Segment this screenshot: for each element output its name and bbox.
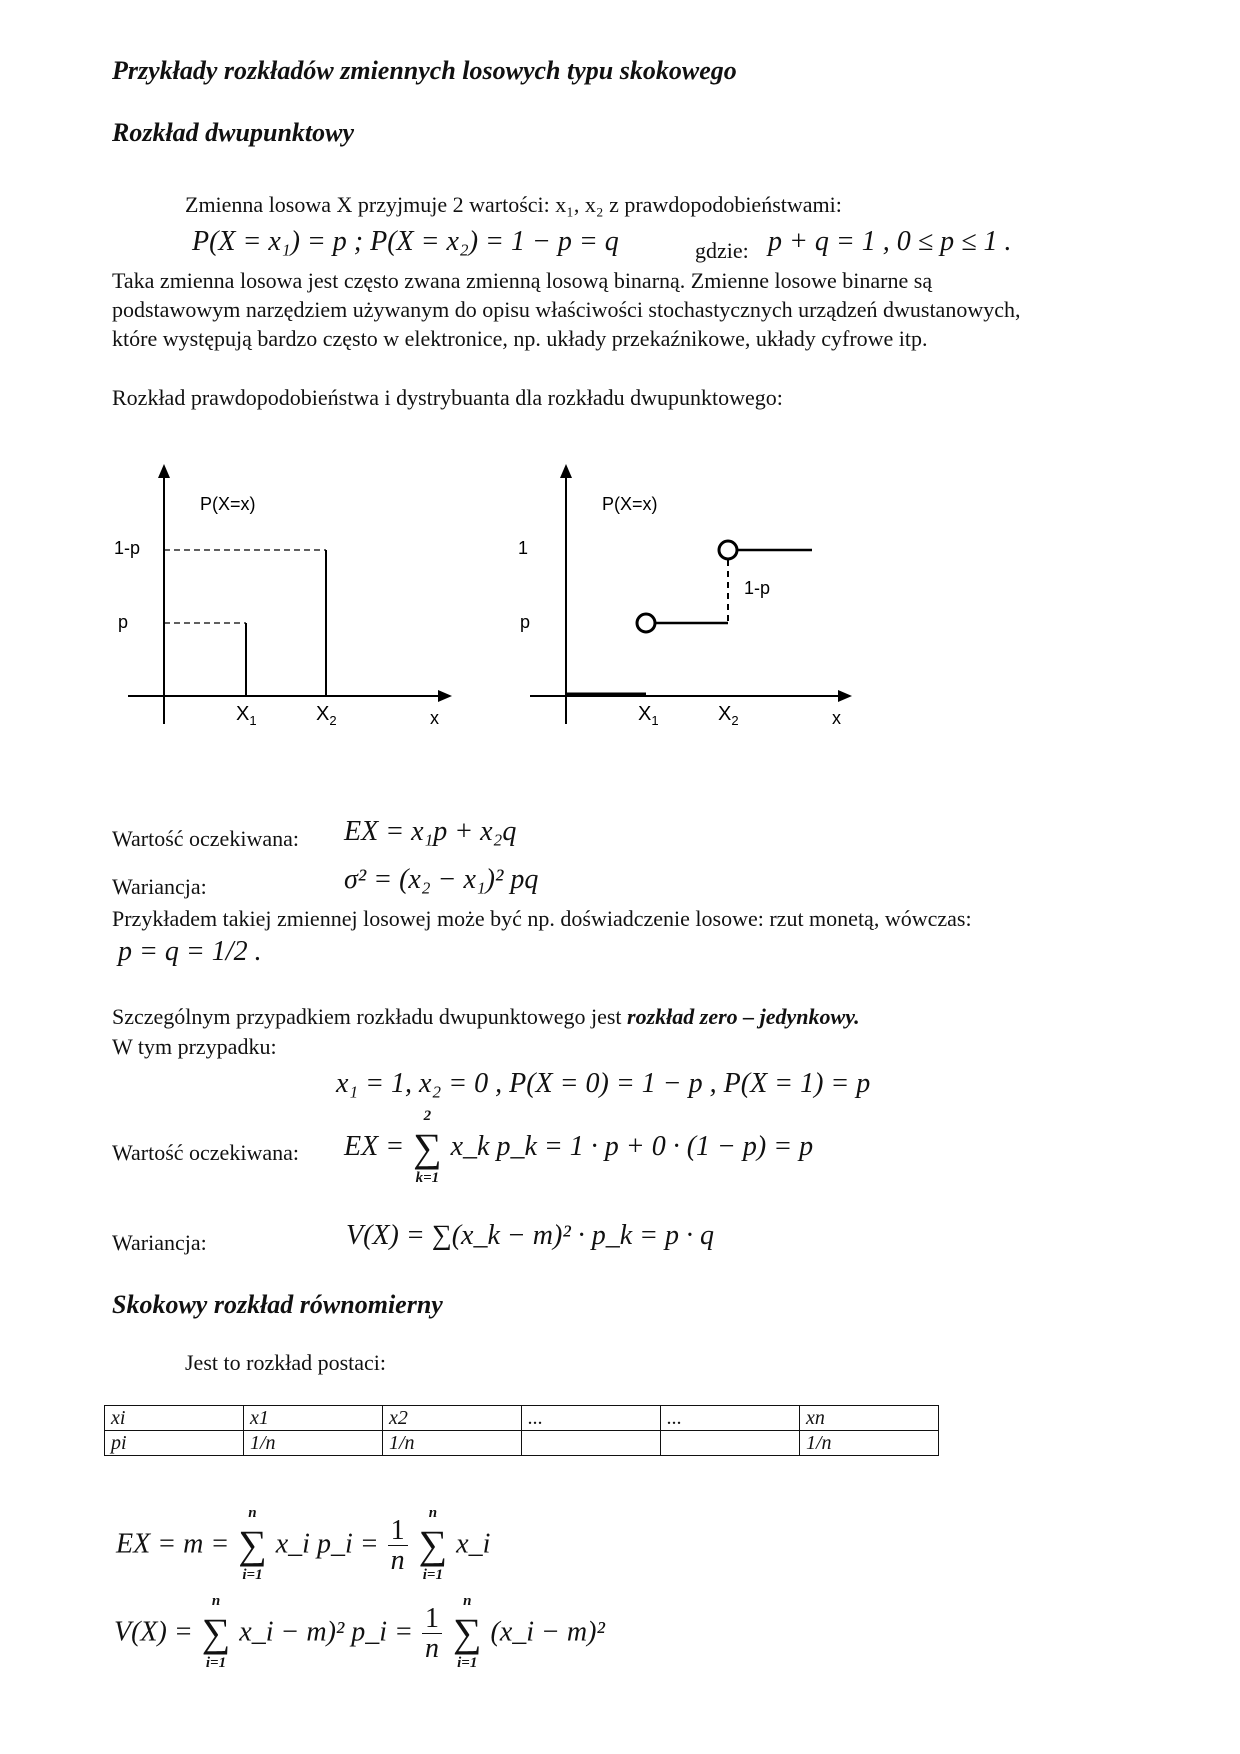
jest-to-text: Jest to rozkład postaci:	[185, 1350, 387, 1375]
section-title-uniform: Skokowy rozkład równomierny	[112, 1290, 443, 1319]
probability-chart	[114, 464, 452, 728]
distribution-table	[104, 1405, 939, 1456]
left-ytick-p: p	[118, 612, 129, 632]
section-title-two-point: Rozkład dwupunktowy	[112, 118, 355, 147]
intro-text: Zmienna losowa X przyjmuje 2 wartości: x₁, x₂ z prawdopodobieństwami:	[185, 192, 842, 217]
table-cell: xn	[800, 1406, 939, 1431]
right-xlabel: x	[832, 708, 841, 728]
table-cell	[522, 1431, 661, 1456]
table-row	[105, 1431, 939, 1456]
right-ytick-p: p	[520, 612, 531, 632]
final1-rhs: x_i	[456, 1528, 491, 1560]
sum-symbol: ∑ n i=1	[452, 1593, 482, 1672]
variance-formula: σ² = (x₂ − x₁)² pq	[344, 864, 539, 895]
table-cell: xi	[105, 1406, 244, 1431]
sum-symbol: ∑ n i=1	[238, 1505, 267, 1584]
right-y-axis-arrow	[560, 464, 572, 478]
expected-label: Wartość oczekiwana:	[112, 826, 299, 851]
sum-symbol: ∑ n i=1	[201, 1593, 231, 1672]
right-ylabel: P(X=x)	[602, 494, 658, 514]
left-ytick-1-p: 1-p	[114, 538, 141, 558]
distribution-charts	[0, 0, 1240, 760]
right-ytick-1: 1	[518, 538, 529, 558]
variance2-label: Wariancja:	[112, 1230, 207, 1255]
table-row	[105, 1406, 939, 1431]
special-case-bold: rozkład zero – jedynkowy.	[627, 1004, 860, 1029]
w-tym-text: W tym przypadku:	[112, 1034, 277, 1059]
right-x-axis-arrow	[838, 690, 852, 702]
gdzie-label: gdzie:	[695, 238, 749, 263]
sum-symbol: ∑ n i=1	[418, 1505, 448, 1584]
expected2-rhs: x_k p_k = 1 · p + 0 · (1 − p) = p	[450, 1131, 814, 1162]
paragraph-line-3: które występują bardzo często w elektronice, np. układy przekaźnikowe, układy cyfrowe itp.	[112, 326, 928, 351]
left-x-axis-arrow	[438, 690, 452, 702]
final1-mid: x_i p_i =	[275, 1528, 379, 1560]
final2-lhs: V(X) =	[114, 1616, 193, 1648]
expected2-lhs: EX =	[344, 1131, 405, 1162]
sum-symbol: ∑ 2 k=1	[413, 1108, 442, 1186]
table-cell: ...	[661, 1406, 800, 1431]
example-text: Przykładem takiej zmiennej losowej może być np. doświadczenie losowe: rzut monetą, wówczas:	[112, 906, 972, 931]
expected2-label: Wartość oczekiwana:	[112, 1140, 299, 1165]
final2-rhs: (x_i − m)²	[490, 1616, 605, 1648]
variance2-formula: V(X) = ∑(x_k − m)² · p_k = p · q	[346, 1220, 715, 1251]
cdf-point-x2	[719, 541, 737, 559]
zero-one-formula: x₁ = 1, x₂ = 0 , P(X = 0) = 1 − p , P(X = 1) = p	[336, 1068, 871, 1099]
table-cell: 1/n	[383, 1431, 522, 1456]
uniform-expected-formula	[116, 1505, 491, 1584]
expected-formula: EX = x₁p + x₂q	[344, 816, 517, 847]
fraction: $\frac{1}{n}$	[388, 1516, 408, 1576]
final1-lhs: EX = m =	[116, 1528, 230, 1560]
page-title: Przykłady rozkładów zmiennych losowych typu skokowego	[112, 56, 737, 85]
formula-constraint: p + q = 1 , 0 ≤ p ≤ 1 .	[768, 226, 1012, 257]
special-case-lead: Szczególnym przypadkiem rozkładu dwupunktowego jest	[112, 1004, 622, 1029]
fraction: $\frac{1}{n}$	[422, 1604, 442, 1664]
left-ylabel: P(X=x)	[200, 494, 256, 514]
special-case-text	[112, 1004, 860, 1030]
example-formula: p = q = 1/2 .	[118, 936, 262, 967]
formula-probabilities: P(X = x₁) = p ; P(X = x₂) = 1 − p = q	[192, 226, 619, 257]
right-xtick-x2: $X_2$	[718, 703, 739, 728]
paragraph-line-1: Taka zmienna losowa jest często zwana zmienną losową binarną. Zmienne losowe binarne są	[112, 268, 933, 293]
cdf-chart	[518, 464, 852, 728]
table-cell: x1	[244, 1406, 383, 1431]
left-y-axis-arrow	[158, 464, 170, 478]
table-cell: ...	[522, 1406, 661, 1431]
right-jump-label: 1-p	[744, 578, 771, 598]
uniform-variance-formula	[114, 1593, 605, 1672]
left-xtick-x2: $X_2$	[316, 703, 337, 728]
chart-intro-text: Rozkład prawdopodobieństwa i dystrybuanta dla rozkładu dwupunktowego:	[112, 385, 783, 410]
cdf-point-x1	[637, 614, 655, 632]
table-cell: 1/n	[244, 1431, 383, 1456]
left-xlabel: x	[430, 708, 439, 728]
variance-label: Wariancja:	[112, 874, 207, 899]
right-xtick-x1: $X_1$	[638, 703, 659, 728]
table-cell: pi	[105, 1431, 244, 1456]
table-cell	[661, 1431, 800, 1456]
final2-mid: x_i − m)² p_i =	[239, 1616, 413, 1648]
table-cell: 1/n	[800, 1431, 939, 1456]
left-xtick-x1: $X_1$	[236, 703, 257, 728]
paragraph-line-2: podstawowym narzędziem używanym do opisu właściwości stochastycznych urządzeń dwustanowych,	[112, 297, 1021, 322]
expected2-formula	[344, 1108, 814, 1186]
table-cell: x2	[383, 1406, 522, 1431]
